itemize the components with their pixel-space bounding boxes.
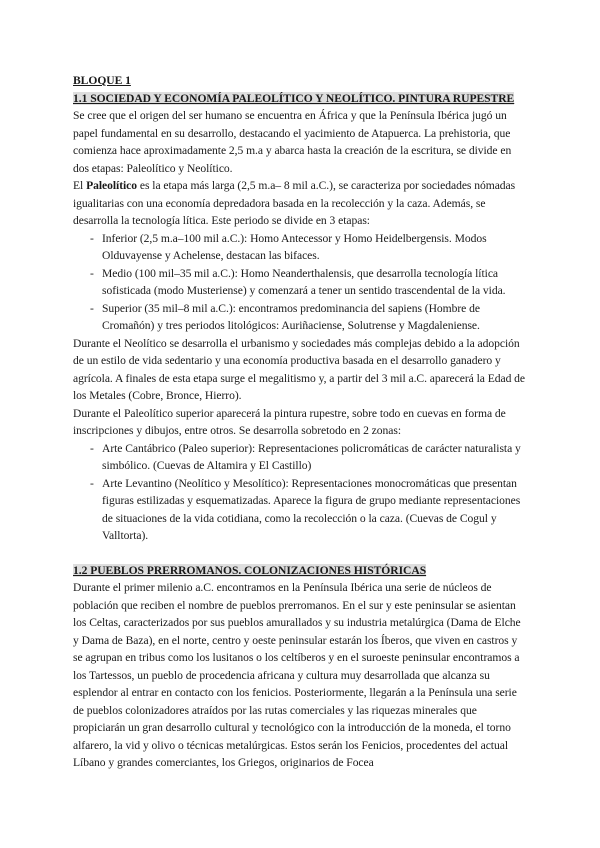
rock-art-zones-list: [73, 440, 529, 545]
paleolithic-term: Paleolítico: [86, 179, 138, 192]
list-item: - Inferior (2,5 m.a–100 mil a.C.): Homo Antecessor y Homo Heidelbergensis. Modos Olduvayense y Achelense, destacan las bifaces.: [73, 230, 529, 265]
section-2-heading-text: 1.2 PUEBLOS PRERROMANOS. COLONIZACIONES HISTÓRICAS: [73, 563, 427, 577]
section-2-body: Durante el primer milenio a.C. encontramos en la Península Ibérica una serie de núcleos de población que reciben el nombre de pueblos prerromanos. En el sur y este peninsular se asientan los Celtas, caracterizados por sus pueblos amurallados y su industria metalúrgica (Dama de Elche y Dama de Baza), en el norte, centro y oeste peninsular estarán los Íberos, que viven en castros y se agrupan en tribus como los lusitanos o los celtíberos y en el suroeste peninsular encontramos a los Tartessos, un pueblo de procedencia africana y cultura muy desarrollada que alcanza su esplendor al entrar en contacto con los fenicios. Posteriormente, llegarán a la Península una serie de pueblos colonizadores atraídos por las rutas comerciales y las riquezas minerales que propiciarán un gran desarrollo cultural y tecnológico con la introducción de la moneda, el torno alfarero, la vid y olivo o técnicas metalúrgicas. Estos serán los Fenicios, procedentes del actual Líbano y grandes comerciantes, los Griegos, originarios de Focea: [73, 581, 521, 769]
section-spacer: [73, 545, 529, 562]
section-2-heading: [73, 562, 529, 580]
paleolithic-paragraph: [73, 177, 529, 230]
neolithic-paragraph: Durante el Neolítico se desarrolla el urbanismo y sociedades más complejas debido a la adopción de un estilo de vida sedentario y una economía productiva basada en el desarrollo ganadero y agrícola. A finales de esta etapa surge el megalitismo y, a partir del 3 mil a.C. aparecerá la Edad de los Metales (Cobre, Bronce, Hierro).: [73, 336, 526, 402]
document-content: [73, 72, 529, 772]
list-item: - Medio (100 mil–35 mil a.C.): Homo Neanderthalensis, que desarrolla tecnología lítica sofisticada (modo Musteriense) y comenzará a tener un sentido trascendental de la vida.: [73, 265, 529, 300]
section-1-heading-text: 1.1 SOCIEDAD Y ECONOMÍA PALEOLÍTICO Y NEOLÍTICO. PINTURA RUPESTRE: [73, 91, 515, 105]
paleolithic-text: es la etapa más larga (2,5 m.a– 8 mil a.C.), se caracteriza por sociedades nómadas igualitarias con una economía depredadora basada en la recolección y la caza. Además, se desarrolla la tecnología lítica. Este periodo se divide en 3 etapas:: [73, 179, 516, 227]
section-1-heading: [73, 90, 529, 108]
rock-art-paragraph: Durante el Paleolítico superior aparecerá la pintura rupestre, sobre todo en cuevas en forma de inscripciones y dibujos, entre otros. Se desarrolla sobretodo en 2 zonas:: [73, 406, 506, 437]
list-item: - Arte Cantábrico (Paleo superior): Representaciones policromáticas de carácter naturalista y simbólico. (Cuevas de Altamira y El Castillo): [73, 440, 529, 475]
list-item: - Superior (35 mil–8 mil a.C.): encontramos predominancia del sapiens (Hombre de Cromañón) y tres periodos litológicos: Auriñaciense, Solutrense y Magdaleniense.: [73, 300, 529, 335]
block-title: BLOQUE 1: [73, 74, 131, 87]
list-item: - Arte Levantino (Neolítico y Mesolítico): Representaciones monocromáticas que presentan figuras estilizadas y esquematizadas. Aparece la figura de grupo mediante representaciones de situaciones de la vida cotidiana, como la recolección o la caza. (Cuevas de Cogul y Valltorta).: [73, 475, 529, 545]
paleolithic-prefix: El: [73, 179, 87, 192]
paleolithic-stages-list: [73, 230, 529, 335]
intro-paragraph: Se cree que el origen del ser humano se encuentra en África y que la Península Ibérica jugó un papel fundamental en su desarrollo, destacando el yacimiento de Atapuerca. La prehistoria, que comienza hace aproximadamente 2,5 m.a y abarca hasta la creación de la escritura, se divide en dos etapas: Paleolítico y Neolítico.: [73, 109, 512, 175]
